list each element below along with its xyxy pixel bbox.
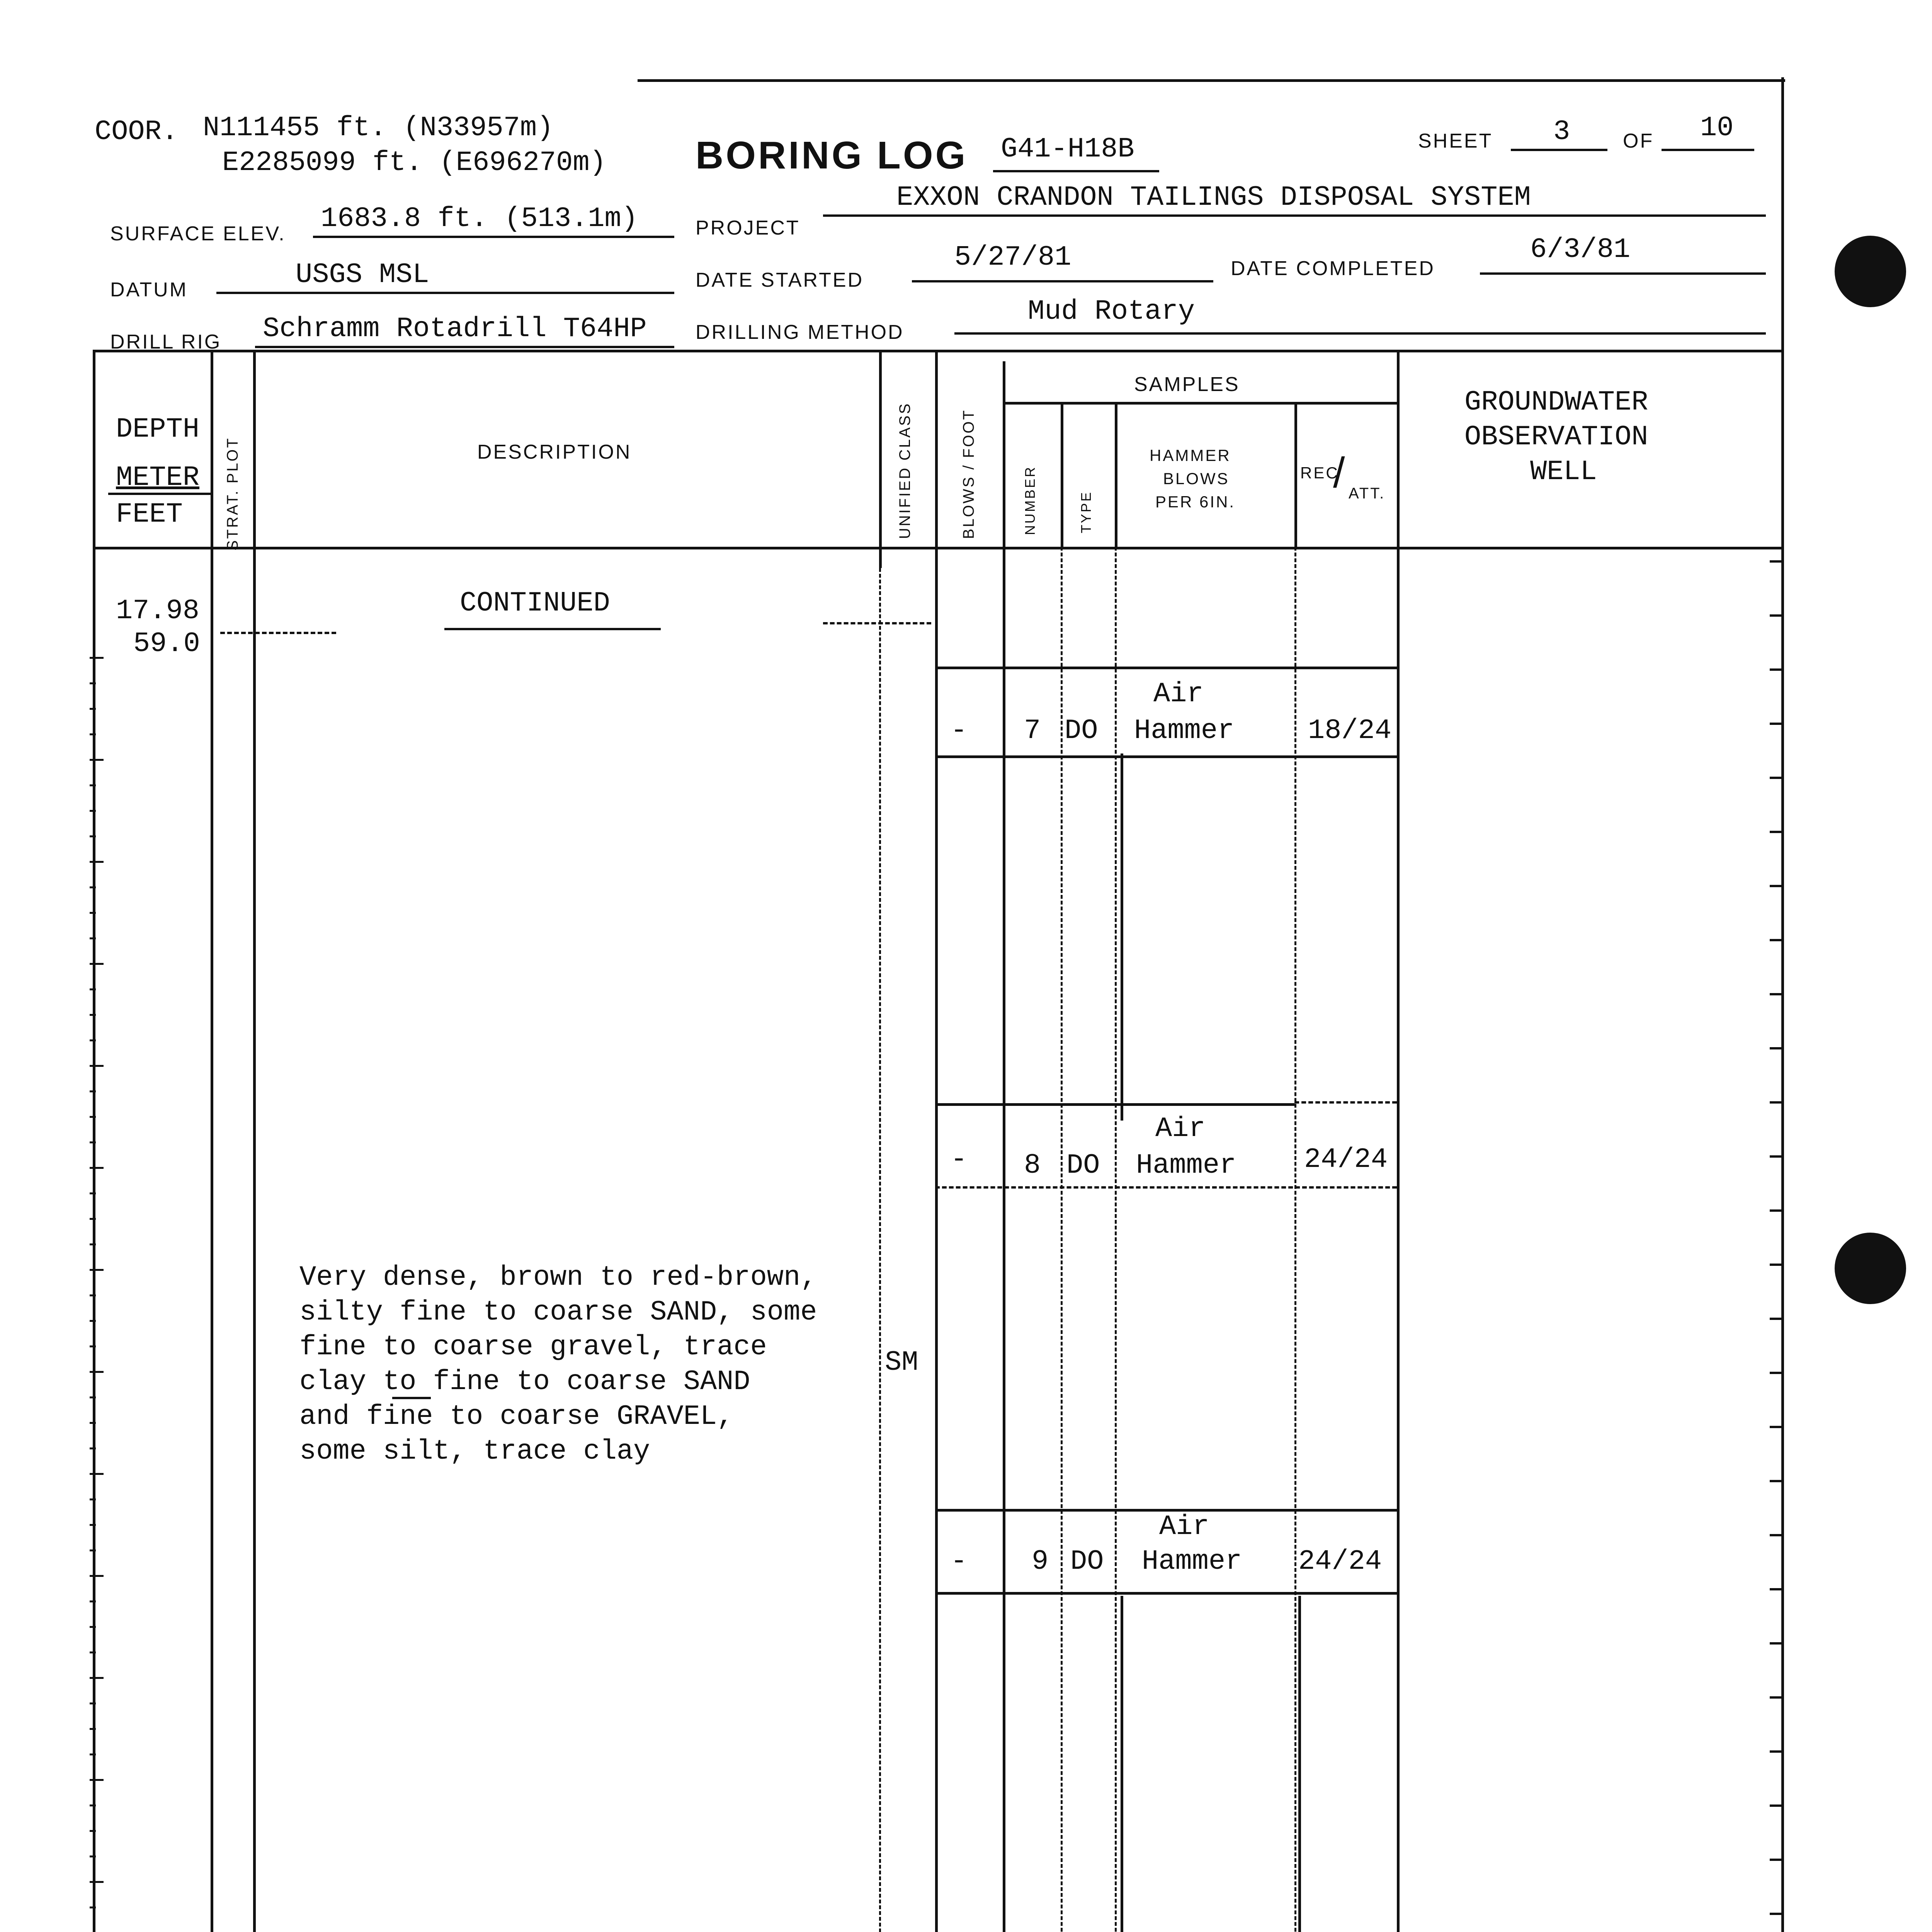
groundwater-tick: [1770, 1750, 1782, 1753]
project: EXXON CRANDON TAILINGS DISPOSAL SYSTEM: [896, 182, 1531, 213]
groundwater-tick: [1770, 1804, 1782, 1807]
sample-8-recovery: 24/24: [1304, 1144, 1388, 1175]
datum: USGS MSL: [296, 259, 429, 291]
top-depth-feet: 59.0: [133, 628, 200, 660]
sheet-label: SHEET: [1418, 130, 1493, 152]
boring-id: G41-H18B: [1001, 133, 1134, 165]
depth-tick: [90, 759, 104, 761]
drilling-method: Mud Rotary: [1028, 296, 1195, 327]
groundwater-tick: [1770, 668, 1782, 671]
depth-tick: [90, 1320, 96, 1322]
depth-tick: [90, 835, 96, 837]
hammer-header-3: PER 6IN.: [1155, 493, 1236, 511]
groundwater-tick: [1770, 1155, 1782, 1158]
gw-header-2: OBSERVATION: [1464, 421, 1648, 453]
depth-tick: [90, 657, 104, 659]
of-label: OF: [1623, 130, 1654, 152]
samples-header: SAMPLES: [1134, 373, 1240, 396]
meter-header: METER: [116, 462, 200, 493]
groundwater-tick: [1770, 1209, 1782, 1212]
groundwater-tick: [1770, 1264, 1782, 1266]
type-header: TYPE: [1078, 490, 1094, 533]
depth-tick: [90, 1524, 96, 1526]
coord-north: N111455 ft. (N33957m): [203, 112, 554, 144]
groundwater-tick: [1770, 1372, 1782, 1374]
depth-tick: [90, 682, 96, 684]
depth-tick: [90, 1218, 96, 1220]
sample-7-blows: -: [951, 715, 968, 747]
coord-east: E2285099 ft. (E696270m): [222, 147, 606, 179]
depth-tick: [90, 1014, 96, 1016]
depth-tick: [90, 1804, 96, 1806]
table-header-bottom: [93, 547, 1783, 549]
depth-tick: [90, 1830, 96, 1832]
depth-tick: [90, 886, 96, 888]
drill-rig: Schramm Rotadrill T64HP: [263, 313, 647, 345]
rec-header: REC: [1300, 464, 1339, 482]
hammer-header-1: HAMMER: [1150, 446, 1231, 464]
number-header: NUMBER: [1022, 465, 1038, 535]
sample-7-number: 7: [1024, 715, 1041, 747]
depth-tick: [90, 1396, 96, 1398]
sample-9-blows: -: [951, 1546, 968, 1577]
depth-tick: [90, 963, 104, 965]
sample-7-type: DO: [1065, 715, 1098, 747]
sample-9-recovery: 24/24: [1298, 1546, 1382, 1577]
groundwater-tick: [1770, 560, 1782, 563]
project-label: PROJECT: [696, 217, 800, 239]
sample-9-type: DO: [1070, 1546, 1104, 1577]
sample-8-blows: -: [951, 1144, 968, 1175]
depth-tick: [90, 1575, 104, 1577]
table-top-border: [93, 350, 1783, 352]
depth-tick: [90, 912, 96, 914]
depth-tick: [90, 1677, 104, 1679]
sample-8-type: DO: [1066, 1150, 1100, 1181]
punch-hole-top: [1835, 236, 1906, 307]
strat-plot-header: STRAT. PLOT: [224, 437, 241, 551]
unified-class-header: UNIFIED CLASS: [896, 402, 913, 539]
sheet-total: 10: [1700, 112, 1734, 144]
depth-tick: [90, 1779, 104, 1781]
depth-tick: [90, 1371, 104, 1373]
groundwater-tick: [1770, 1480, 1782, 1482]
depth-tick: [90, 1422, 96, 1424]
surface-elev: 1683.8 ft. (513.1m): [321, 203, 638, 235]
depth-tick: [90, 1116, 96, 1118]
groundwater-tick: [1770, 1642, 1782, 1645]
rec-slash: /: [1333, 449, 1345, 497]
depth-tick: [90, 1039, 96, 1041]
form-top-border: [638, 79, 1785, 82]
depth-tick: [90, 1192, 96, 1194]
drilling-method-label: DRILLING METHOD: [696, 321, 904, 344]
depth-tick: [90, 1498, 96, 1500]
soil-description-line-1: Very dense, brown to red-brown,: [299, 1262, 817, 1293]
depth-tick: [90, 1065, 104, 1067]
sample-9-hammer-1: Air: [1159, 1511, 1209, 1543]
soil-description-line-6: some silt, trace clay: [299, 1435, 650, 1467]
feet-header: FEET: [116, 498, 183, 530]
depth-tick: [90, 784, 96, 786]
date-started: 5/27/81: [954, 242, 1071, 273]
depth-tick: [90, 1626, 96, 1628]
datum-label: DATUM: [110, 279, 188, 301]
groundwater-tick: [1770, 1101, 1782, 1104]
sample-7-hammer-1: Air: [1153, 678, 1204, 710]
depth-tick: [90, 708, 96, 710]
sample-8-number: 8: [1024, 1150, 1041, 1181]
groundwater-tick: [1770, 993, 1782, 995]
depth-tick: [90, 1294, 96, 1296]
depth-header: DEPTH: [116, 413, 200, 445]
soil-description-line-3: fine to coarse gravel, trace: [299, 1331, 767, 1363]
form-title: BORING LOG: [696, 134, 968, 177]
sample-8-hammer-2: Hammer: [1136, 1150, 1236, 1181]
continued-top: CONTINUED: [460, 587, 610, 619]
soil-description-line-4: clay to fine to coarse SAND: [299, 1366, 750, 1398]
att-header: ATT.: [1349, 485, 1386, 502]
depth-tick: [90, 1702, 96, 1704]
date-completed-label: DATE COMPLETED: [1231, 257, 1435, 280]
groundwater-tick: [1770, 1318, 1782, 1320]
table-left-border: [93, 350, 95, 1932]
depth-tick: [90, 1651, 96, 1653]
gw-header-3: WELL: [1530, 456, 1597, 488]
groundwater-tick: [1770, 1426, 1782, 1428]
surface-elev-label: SURFACE ELEV.: [110, 223, 286, 245]
groundwater-tick: [1770, 723, 1782, 725]
hammer-header-2: BLOWS: [1163, 469, 1230, 488]
depth-tick: [90, 861, 104, 863]
depth-tick: [90, 1549, 96, 1551]
groundwater-tick: [1770, 614, 1782, 617]
groundwater-tick: [1770, 831, 1782, 833]
groundwater-tick: [1770, 1696, 1782, 1699]
depth-tick: [90, 1269, 104, 1271]
depth-tick: [90, 1345, 96, 1347]
description-header: DESCRIPTION: [477, 441, 632, 463]
drill-rig-label: DRILL RIG: [110, 331, 222, 353]
groundwater-tick: [1770, 777, 1782, 779]
soil-description-line-2: silty fine to coarse SAND, some: [299, 1296, 817, 1328]
depth-tick: [90, 1141, 96, 1143]
gw-header-1: GROUNDWATER: [1464, 386, 1648, 418]
depth-tick: [90, 1728, 96, 1730]
depth-tick: [90, 1600, 96, 1602]
sample-7-recovery: 18/24: [1308, 715, 1392, 747]
depth-tick: [90, 1243, 96, 1245]
groundwater-tick: [1770, 1534, 1782, 1536]
depth-tick: [90, 1753, 96, 1755]
coord-label: COOR.: [95, 116, 179, 148]
soil-description-line-5: and fine to coarse GRAVEL,: [299, 1401, 734, 1432]
groundwater-tick: [1770, 1047, 1782, 1049]
groundwater-tick: [1770, 939, 1782, 941]
depth-tick: [90, 1881, 104, 1883]
depth-tick: [90, 1906, 96, 1908]
groundwater-tick: [1770, 1588, 1782, 1590]
unified-class-value: SM: [885, 1347, 918, 1378]
groundwater-tick: [1770, 1859, 1782, 1861]
depth-tick: [90, 937, 96, 939]
date-completed: 6/3/81: [1530, 234, 1631, 265]
sample-9-hammer-2: Hammer: [1142, 1546, 1242, 1577]
depth-tick: [90, 1473, 104, 1475]
depth-tick: [90, 1447, 96, 1449]
sample-9-number: 9: [1032, 1546, 1049, 1577]
depth-tick: [90, 733, 96, 735]
blows-foot-header: BLOWS / FOOT: [960, 409, 977, 539]
depth-tick: [90, 988, 96, 990]
top-depth-meter: 17.98: [116, 595, 200, 627]
sheet-number: 3: [1553, 116, 1570, 148]
form-right-border: [1781, 77, 1784, 1932]
groundwater-tick: [1770, 885, 1782, 887]
depth-tick: [90, 1167, 104, 1169]
sample-7-hammer-2: Hammer: [1134, 715, 1235, 747]
depth-tick: [90, 810, 96, 812]
punch-hole-middle: [1835, 1233, 1906, 1304]
depth-tick: [90, 1090, 96, 1092]
depth-tick: [90, 1855, 96, 1857]
sample-8-hammer-1: Air: [1155, 1113, 1206, 1145]
date-started-label: DATE STARTED: [696, 269, 864, 291]
groundwater-tick: [1770, 1913, 1782, 1915]
